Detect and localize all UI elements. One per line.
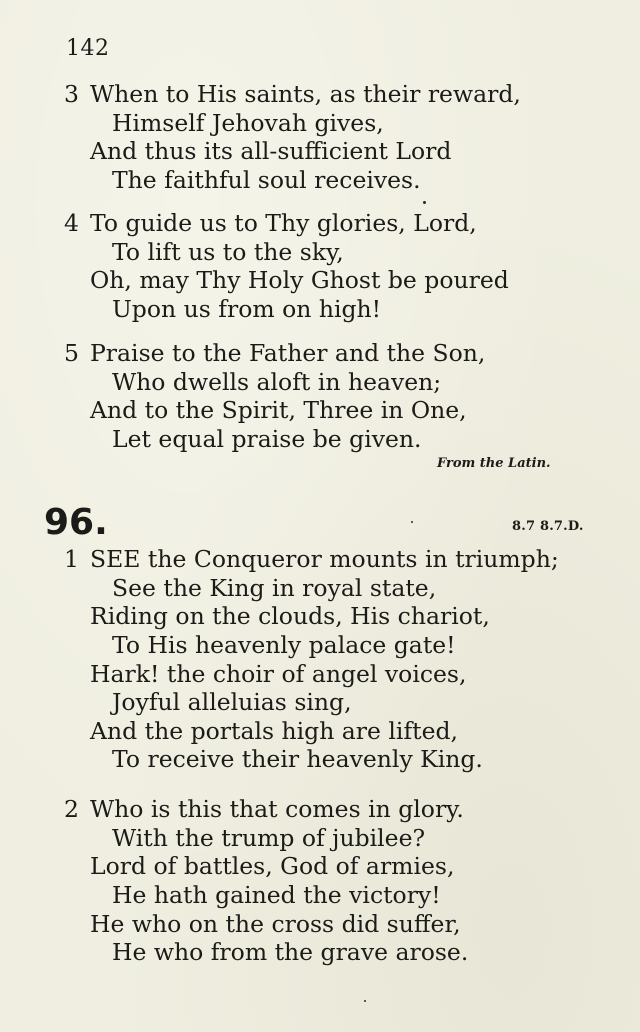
verse-line: With the trump of jubilee? xyxy=(112,824,426,852)
verse-number: 3 xyxy=(64,80,79,108)
verse-line: And the portals high are lifted, xyxy=(90,717,459,745)
verse-line: Himself Jehovah gives, xyxy=(112,109,384,137)
verse-line: SEE the Conqueror mounts in triumph; xyxy=(90,545,559,573)
verse-line: Upon us from on high! xyxy=(112,295,382,323)
verse-number: 1 xyxy=(64,545,79,573)
verse-line: Who dwells aloft in heaven; xyxy=(112,368,442,396)
print-speck xyxy=(423,201,426,204)
page-number: 142 xyxy=(66,36,110,61)
verse-line: To guide us to Thy glories, Lord, xyxy=(90,209,477,237)
verse-line: Praise to the Father and the Son, xyxy=(90,339,486,367)
print-speck xyxy=(364,1000,366,1002)
verse-line: Oh, may Thy Holy Ghost be poured xyxy=(90,266,509,294)
verse-line: He who from the grave arose. xyxy=(112,938,469,966)
verse-line: To His heavenly palace gate! xyxy=(112,631,456,659)
verse-line: The faithful soul receives. xyxy=(112,166,421,194)
verse-line: Let equal praise be given. xyxy=(112,425,422,453)
verse-line: Lord of battles, God of armies, xyxy=(90,852,455,880)
verse-line: Riding on the clouds, His chariot, xyxy=(90,602,490,630)
verse-line: He hath gained the victory! xyxy=(112,881,441,909)
hymn-number: 96. xyxy=(44,502,108,543)
verse-line: See the King in royal state, xyxy=(112,574,437,602)
verse-line: When to His saints, as their reward, xyxy=(90,80,521,108)
verse-line: Who is this that comes in glory. xyxy=(90,795,464,823)
verse-line: Joyful alleluias sing, xyxy=(112,688,352,716)
verse-number: 2 xyxy=(64,795,79,823)
meter: 8.7 8.7.D. xyxy=(512,519,584,534)
verse-line: To lift us to the sky, xyxy=(112,238,344,266)
verse-line: To receive their heavenly King. xyxy=(112,745,483,773)
verse-number: 4 xyxy=(64,209,79,237)
verse-line: And to the Spirit, Three in One, xyxy=(90,396,467,424)
verse-line: And thus its all-sufficient Lord xyxy=(90,137,452,165)
verse-line: Hark! the choir of angel voices, xyxy=(90,660,467,688)
verse-line: He who on the cross did suffer, xyxy=(90,910,461,938)
print-speck xyxy=(411,521,413,523)
attribution: From the Latin. xyxy=(437,456,551,471)
verse-number: 5 xyxy=(64,339,79,367)
